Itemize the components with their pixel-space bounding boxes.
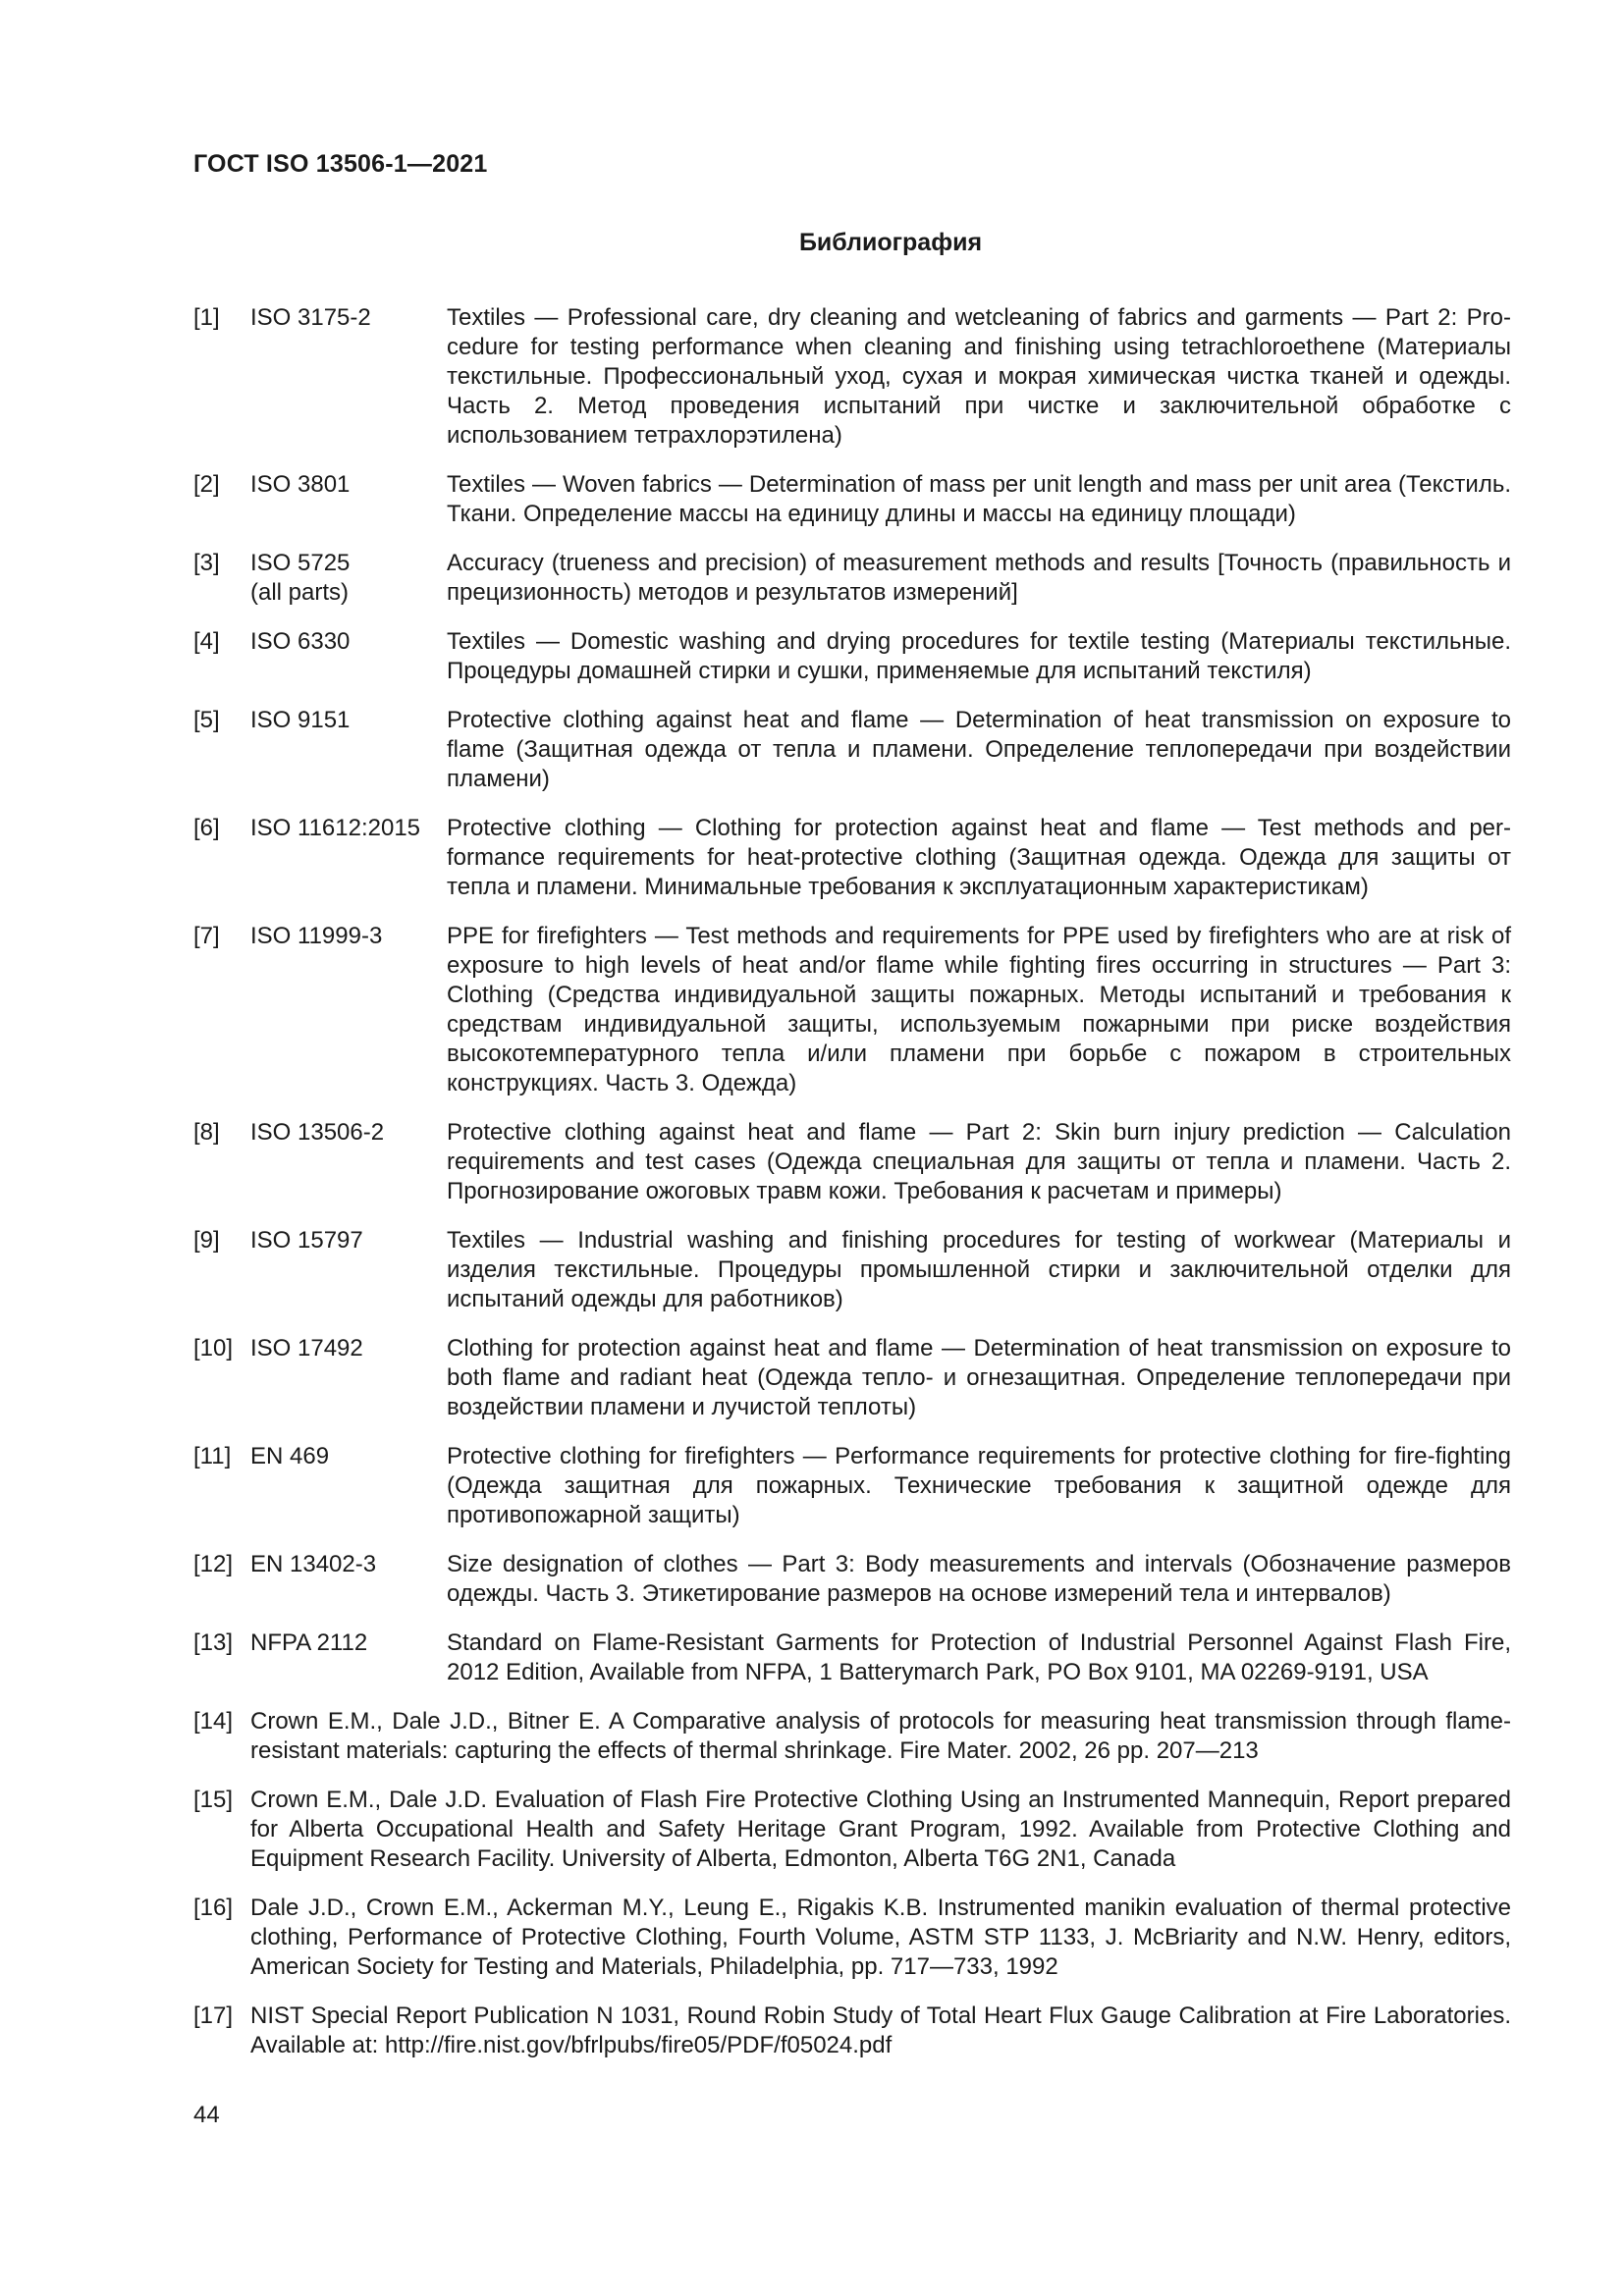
- entry-text: Textiles — Professional care, dry cleaning and wetcleaning of fabrics and garments — Part 2: Pro-cedure for testing performance when cleaning and finishing using tetrachloroethene (Материалы текстильные. Профессиональный уход, сухая и мокрая химическая чистка тканей и одежды. Часть 2. Метод проведения испытаний при чистке и заключительной обработке с использованием тетрахлорэтилена): [447, 304, 1511, 449]
- entry-text: Protective clothing against heat and flame — Determination of heat transmission on exposure to flame (Защитная одежда от тепла и пламени. Определение теплопередачи при воздействии пламени): [447, 707, 1511, 792]
- entry-reference: NFPA 2112: [250, 1629, 368, 1656]
- bibliography-entry-5: [193, 706, 1511, 794]
- entry-number: [4]: [193, 628, 220, 655]
- entry-number: [5]: [193, 707, 220, 733]
- entry-number: [8]: [193, 1119, 220, 1146]
- bibliography-entry-16: [193, 1894, 1511, 1982]
- entry-reference: ISO 6330: [250, 628, 351, 655]
- bibliography-entry-11: [193, 1442, 1511, 1530]
- entry-number: [17]: [193, 2002, 234, 2029]
- bibliography-entry-1: [193, 303, 1511, 451]
- entry-reference: EN 469: [250, 1443, 330, 1469]
- entry-text: NIST Special Report Publication N 1031, Round Robin Study of Total Heart Flux Gauge Calibration at Fire Laboratories. Available at: http://fire.nist.gov/bfrlpubs/fire05/PDF/f05024.pdf: [250, 2002, 1511, 2058]
- entry-reference: ISO 3175-2: [250, 304, 371, 331]
- entry-text: Protective clothing — Clothing for protection against heat and flame — Test methods and per-formance requirements for heat-protective clothing (Защитная одежда. Одежда для защиты от тепла и пламени. Минимальные требования к эксплуатационным характеристикам): [447, 815, 1511, 900]
- document-header: ГОСТ ISO 13506-1—2021: [193, 150, 488, 178]
- entry-reference: ISO 15797: [250, 1227, 363, 1254]
- entry-text: Protective clothing against heat and flame — Part 2: Skin burn injury prediction — Calculation requirements and test cases (Одежда специальная для защиты от тепла и пламени. Часть 2. Прогнозирование ожоговых травм кожи. Требования к расчетам и примеры): [447, 1119, 1511, 1204]
- bibliography-entry-17: [193, 2002, 1511, 2060]
- bibliography-entry-12: [193, 1550, 1511, 1609]
- entry-number: [16]: [193, 1895, 234, 1921]
- entry-number: [12]: [193, 1551, 234, 1577]
- bibliography-entry-8: [193, 1118, 1511, 1206]
- entry-text: Accuracy (trueness and precision) of measurement methods and results [Точность (правильность и прецизионность) методов и результатов измерений]: [447, 550, 1511, 606]
- entry-reference: ISO 11612:2015: [250, 815, 421, 841]
- page-number: 44: [193, 2102, 220, 2128]
- entry-text: Crown E.M., Dale J.D., Bitner E. A Comparative analysis of protocols for measuring heat transmission through flame-resistant materials: capturing the effects of thermal shrinkage. Fire Mater. 2002, 26 pp. 207—213: [250, 1708, 1511, 1764]
- entry-reference: ISO 11999-3: [250, 923, 383, 949]
- bibliography-entry-13: [193, 1629, 1511, 1687]
- bibliography-entry-7: [193, 922, 1511, 1098]
- entry-reference: EN 13402-3: [250, 1551, 377, 1577]
- entry-text: PPE for firefighters — Test methods and requirements for PPE used by firefighters who are at risk of exposure to high levels of heat and/or flame while fighting fires occurring in structures — Part 3: Clothing (Средства индивидуальной защиты пожарных. Методы испытаний и требования к средствам индивидуальной защиты, используемым пожарными при риске воздействия высокотемпературного тепла и/или пламени при борьбе с пожаром в строительных конструкциях. Часть 3. Одежда): [447, 923, 1511, 1096]
- entry-number: [2]: [193, 471, 220, 498]
- bibliography-entry-10: [193, 1334, 1511, 1422]
- entry-reference: ISO 9151: [250, 707, 351, 733]
- entry-text: Protective clothing for firefighters — Performance requirements for protective clothing for fire-fighting (Одежда защитная для пожарных. Технические требования к защитной одежде для противопожарной защиты): [447, 1443, 1511, 1528]
- entry-number: [3]: [193, 550, 220, 576]
- entry-number: [9]: [193, 1227, 220, 1254]
- entry-number: [1]: [193, 304, 220, 331]
- entry-text: Size designation of clothes — Part 3: Body measurements and intervals (Обозначение размеров одежды. Часть 3. Этикетирование размеров на основе измерений тела и интервалов): [447, 1551, 1511, 1607]
- bibliography-entry-3: [193, 549, 1511, 608]
- entry-text: Dale J.D., Crown E.M., Ackerman M.Y., Leung E., Rigakis K.B. Instrumented manikin evaluation of thermal protective clothing, Performance of Protective Clothing, Fourth Volume, ASTM STP 1133, J. McBriarity and N.W. Henry, editors, American Society for Testing and Materials, Philadelphia, pp. 717—733, 1992: [250, 1895, 1511, 1980]
- bibliography-entry-14: [193, 1707, 1511, 1766]
- bibliography-entry-9: [193, 1226, 1511, 1314]
- bibliography-entry-6: [193, 814, 1511, 902]
- entry-text: Textiles — Woven fabrics — Determination of mass per unit length and mass per unit area (Текстиль. Ткани. Определение массы на единицу длины и массы на единицу площади): [447, 471, 1511, 527]
- entry-reference: ISO 3801: [250, 471, 351, 498]
- entry-number: [10]: [193, 1335, 234, 1362]
- bibliography-entry-2: [193, 470, 1511, 529]
- entry-reference: ISO 17492: [250, 1335, 363, 1362]
- entry-number: [15]: [193, 1787, 234, 1813]
- entry-number: [7]: [193, 923, 220, 949]
- entry-number: [13]: [193, 1629, 234, 1656]
- entry-reference: ISO 5725 (all parts): [250, 550, 351, 606]
- entry-text: Textiles — Domestic washing and drying procedures for textile testing (Материалы текстильные. Процедуры домашней стирки и сушки, применяемые для испытаний текстиля): [447, 628, 1511, 684]
- entry-text: Clothing for protection against heat and flame — Determination of heat transmission on exposure to both flame and radiant heat (Одежда тепло- и огнезащитная. Определение теплопередачи при воздействии пламени и лучистой теплоты): [447, 1335, 1511, 1420]
- entry-number: [6]: [193, 815, 220, 841]
- bibliography-entry-15: [193, 1786, 1511, 1874]
- section-title: Библиография: [798, 229, 983, 256]
- entry-text: Textiles — Industrial washing and finishing procedures for testing of workwear (Материалы и изделия текстильные. Процедуры промышленной стирки и заключительной отделки для испытаний одежды для работников): [447, 1227, 1511, 1312]
- entry-text: Crown E.M., Dale J.D. Evaluation of Flash Fire Protective Clothing Using an Instrumented Mannequin, Report prepared for Alberta Occupational Health and Safety Heritage Grant Program, 1992. Available from Protective Clothing and Equipment Research Facility. University of Alberta, Edmonton, Alberta T6G 2N1, Canada: [250, 1787, 1511, 1872]
- bibliography-list: [193, 303, 1511, 2080]
- bibliography-entry-4: [193, 627, 1511, 686]
- entry-text: Standard on Flame-Resistant Garments for Protection of Industrial Personnel Against Flash Fire, 2012 Edition, Available from NFPA, 1 Batterymarch Park, PO Box 9101, MA 02269-9191, USA: [447, 1629, 1511, 1685]
- entry-number: [14]: [193, 1708, 234, 1735]
- entry-number: [11]: [193, 1443, 232, 1469]
- entry-reference: ISO 13506-2: [250, 1119, 385, 1146]
